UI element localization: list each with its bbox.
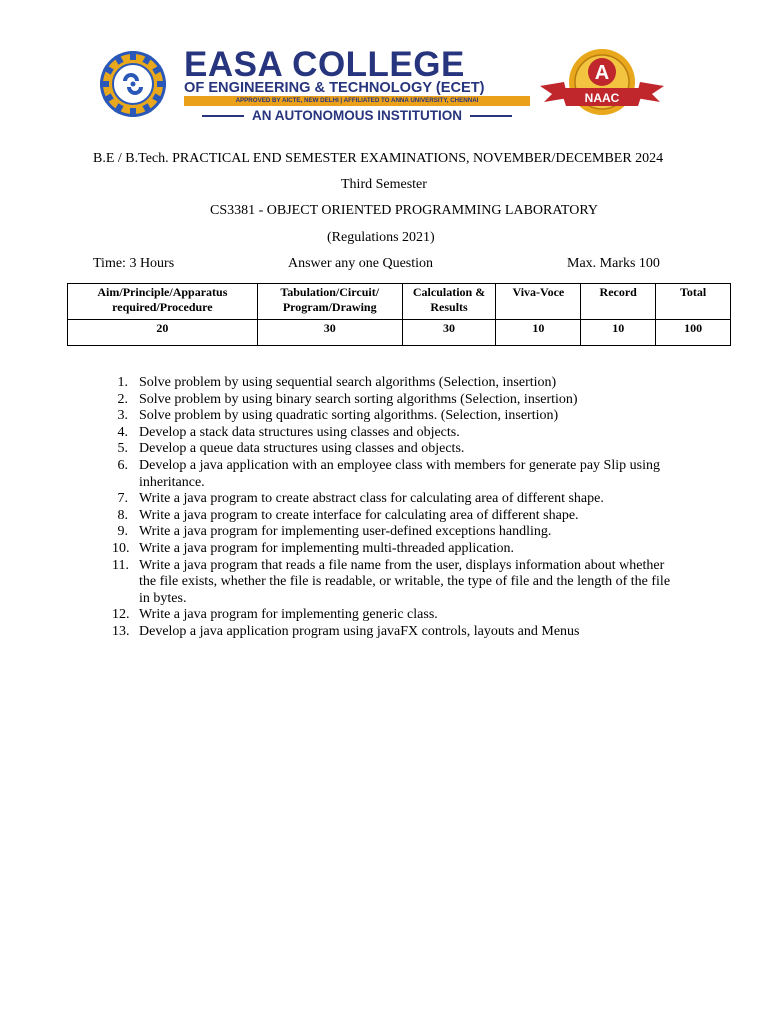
naac-accreditation-badge [538, 48, 666, 120]
max-marks: Max. Marks 100 [567, 256, 660, 271]
exam-instruction: Answer any one Question [288, 256, 434, 271]
autonomous-tagline [184, 108, 530, 124]
question-list [112, 375, 677, 641]
list-item: 2. Solve problem by using binary search sorting algorithms (Selection, insertion) [117, 391, 578, 407]
marks-total: 100 [656, 320, 731, 346]
college-emblem-logo [94, 50, 172, 118]
list-item: 9. Write a java program for implementing user-defined exceptions handling. [117, 524, 552, 540]
header-viva-voce: Viva-Voce [496, 284, 581, 320]
semester-line: Third Semester [341, 177, 427, 192]
tagline-rule-right [470, 115, 512, 117]
college-letterhead [92, 46, 672, 124]
college-wordmark [184, 45, 534, 123]
course-title: CS3381 - OBJECT ORIENTED PROGRAMMING LABORATORY [210, 203, 599, 218]
table-row [68, 320, 731, 346]
list-item: 13. Develop a java application program using javaFX controls, layouts and Menus [112, 623, 580, 639]
table-header-row [68, 284, 731, 320]
header-calculation-results: Calculation & Results [402, 284, 496, 320]
marks-aim-procedure: 20 [68, 320, 258, 346]
list-item: 7. Write a java program to create abstract class for calculating area of different shape. [117, 491, 604, 507]
approval-strip: APPROVED BY AICTE, NEW DELHI | AFFILIATED TO ANNA UNIVERSITY, CHENNAI [184, 96, 530, 106]
list-item: 6. Develop a java application with an employee class with members for generate pay Slip using inheritance. [117, 457, 660, 490]
marks-distribution-table [67, 283, 731, 346]
marks-calculation-results: 30 [402, 320, 496, 346]
list-item: 8. Write a java program to create interface for calculating area of different shape. [117, 507, 579, 523]
list-item: 4. Develop a stack data structures using classes and objects. [117, 424, 460, 440]
list-item: 1. Solve problem by using sequential search algorithms (Selection, insertion) [117, 375, 557, 390]
list-item: 10. Write a java program for implementing multi-threaded application. [112, 540, 514, 556]
header-tabulation-program: Tabulation/Circuit/ Program/Drawing [257, 284, 402, 320]
naac-grade-letter: A [594, 62, 610, 84]
header-total: Total [656, 284, 731, 320]
naac-label: NAAC [584, 91, 620, 105]
college-name: EASA COLLEGE [184, 45, 465, 84]
tagline-text: AN AUTONOMOUS INSTITUTION [252, 108, 462, 123]
marks-tabulation-program: 30 [257, 320, 402, 346]
list-item: 11. Write a java program that reads a file name from the user, displays information about whether the file exists, whether the file is readable, or writable, the type of file and the length of the file in bytes. [112, 557, 671, 606]
marks-viva-voce: 10 [496, 320, 581, 346]
regulations-line: (Regulations 2021) [327, 230, 435, 245]
list-item: 5. Develop a queue data structures using classes and objects. [117, 441, 465, 457]
exam-title: B.E / B.Tech. PRACTICAL END SEMESTER EXAMINATIONS, NOVEMBER/DECEMBER 2024 [93, 151, 664, 166]
header-record: Record [581, 284, 656, 320]
college-subtitle: OF ENGINEERING & TECHNOLOGY (ECET) [184, 80, 485, 96]
header-aim-procedure: Aim/Principle/Apparatus required/Procedure [68, 284, 258, 320]
list-item: 12. Write a java program for implementing generic class. [112, 607, 438, 623]
exam-duration: Time: 3 Hours [93, 256, 175, 271]
list-item: 3. Solve problem by using quadratic sorting algorithms. (Selection, insertion) [117, 408, 559, 424]
tagline-rule-left [202, 115, 244, 117]
marks-record: 10 [581, 320, 656, 346]
